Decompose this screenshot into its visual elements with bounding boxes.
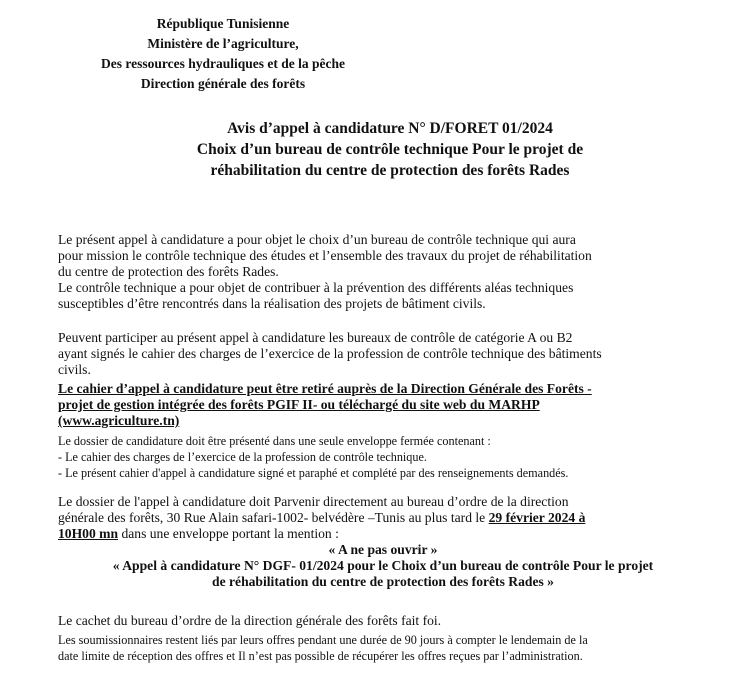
notice-title — [100, 118, 680, 181]
text-segment: dans une enveloppe portant la mention : — [118, 526, 339, 541]
header-line: Ministère de l’agriculture, — [147, 36, 299, 51]
list-item: - Le cahier des charges de l’exercice de la profession de contrôle technique. — [58, 450, 427, 464]
text-line: du centre de protection des forêts Rades. — [58, 264, 279, 279]
mention-subject: de réhabilitation du centre de protection des forêts Rades » — [212, 574, 554, 589]
ministry-header — [58, 14, 388, 94]
text-line: projet de gestion intégrée des forêts PGIF II- ou téléchargé du site web du MARHP — [58, 397, 540, 412]
mention-subject: « Appel à candidature N° DGF- 01/2024 pour le Choix d’un bureau de contrôle Pour le projet — [112, 558, 654, 573]
deadline-date: 29 février 2024 à — [488, 510, 586, 525]
paragraph-dossier — [58, 433, 708, 481]
deadline-time: 10H00 mn — [58, 526, 119, 541]
text-line: Le cachet du bureau d’ordre de la direction générale des forêts fait foi. — [58, 613, 442, 628]
text-line: Le cahier d’appel à candidature peut être retiré auprès de la Direction Générale des Forêts - — [58, 381, 592, 396]
paragraph-object — [58, 232, 708, 312]
text-line: pour mission le contrôle technique des études et l’ensemble des travaux du projet de réhabilitation — [58, 248, 592, 263]
list-item: - Le présent cahier d'appel à candidature signé et paraphé et complété par des renseignements demandés. — [58, 466, 569, 480]
text-line: civils. — [58, 362, 91, 377]
text-line: ayant signés le cahier des charges de l’exercice de la profession de contrôle technique des bâtiments — [58, 346, 602, 361]
text-line: susceptibles d’être rencontrés dans la réalisation des projets de bâtiment civils. — [58, 296, 486, 311]
text-line: Le dossier de l'appel à candidature doit Parvenir directement au bureau d’ordre de la direction — [58, 494, 569, 509]
text-line — [58, 510, 708, 526]
text-line: Le dossier de candidature doit être présenté dans une seule enveloppe fermée contenant : — [58, 434, 491, 448]
text-line: Le contrôle technique a pour objet de contribuer à la prévention des différents aléas techniques — [58, 280, 574, 295]
text-line: Le présent appel à candidature a pour objet le choix d’un bureau de contrôle technique qui aura — [58, 232, 576, 247]
text-line: Peuvent participer au présent appel à candidature les bureaux de contrôle de catégorie A ou B2 — [58, 330, 573, 345]
header-line: Direction générale des forêts — [140, 76, 306, 91]
header-line: République Tunisienne — [156, 16, 290, 31]
title-line: Avis d’appel à candidature N° D/FORET 01/2024 — [227, 120, 553, 137]
text-line: Les soumissionnaires restent liés par leurs offres pendant une durée de 90 jours à compter le lendemain de la — [58, 633, 588, 647]
paragraph-download — [58, 381, 708, 429]
paragraph-eligibility — [58, 330, 708, 378]
title-line: réhabilitation du centre de protection des forêts Rades — [210, 162, 570, 179]
mention-do-not-open: « A ne pas ouvrir » — [328, 542, 438, 557]
text-line: date limite de réception des offres et Il n’est pas possible de récupérer les offres reçues par l’administration. — [58, 649, 583, 663]
website-link[interactable]: (www.agriculture.tn) — [58, 413, 180, 428]
paragraph-stamp — [58, 613, 708, 629]
paragraph-deadline — [58, 494, 708, 590]
text-line — [58, 526, 708, 542]
paragraph-validity — [58, 632, 708, 664]
text-segment: générale des forêts, 30 Rue Alain safari-1002- belvédère –Tunis au plus tard le — [58, 510, 489, 525]
header-line: Des ressources hydrauliques et de la pêche — [101, 56, 345, 71]
title-line: Choix d’un bureau de contrôle technique Pour le projet de — [196, 141, 584, 158]
